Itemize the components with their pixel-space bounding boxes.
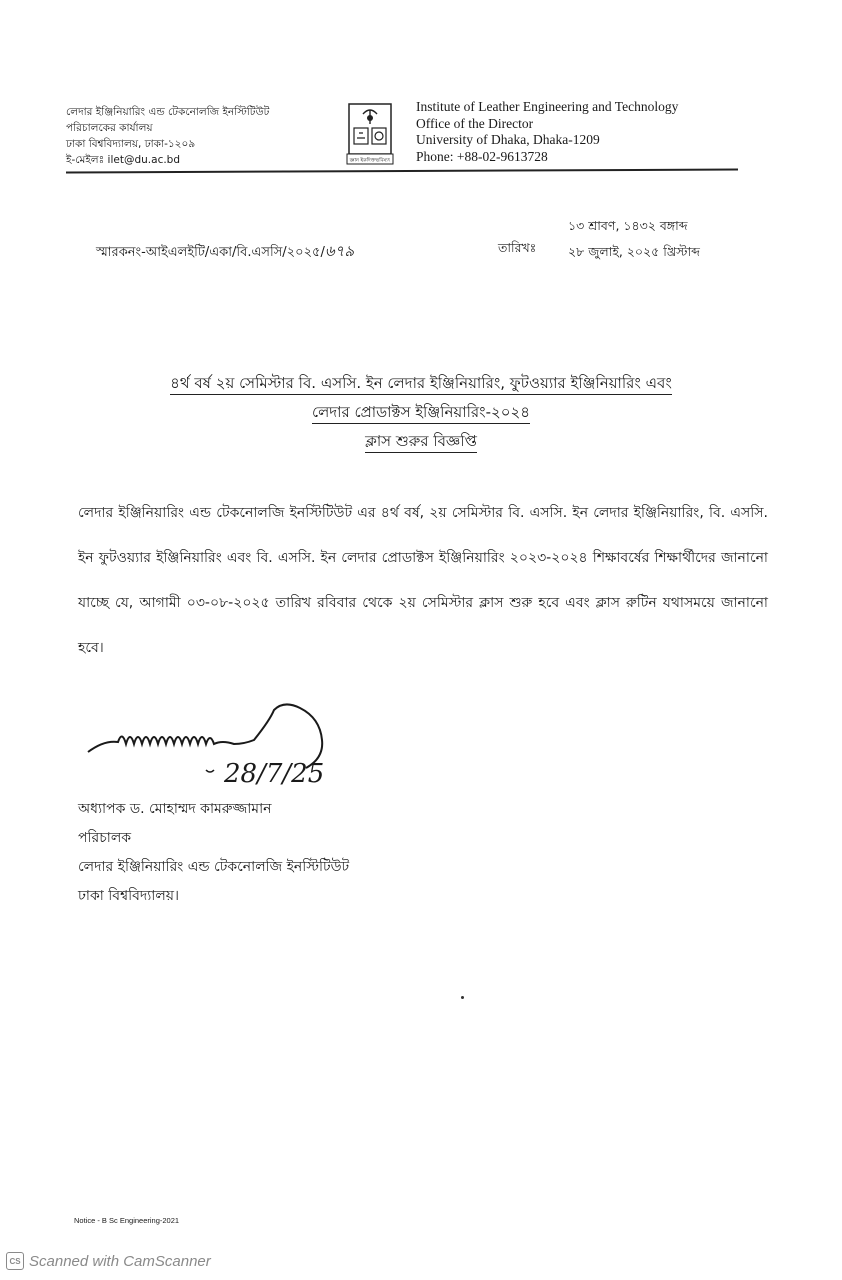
- camscanner-logo-icon: CS: [6, 1252, 24, 1270]
- notice-title-line-2: লেদার প্রোডাক্টস ইঞ্জিনিয়ারিং-২০২৪: [60, 401, 782, 426]
- header-en-line: Institute of Leather Engineering and Technology: [416, 99, 679, 114]
- memo-handwritten-number: ৬৭৯: [324, 242, 355, 260]
- university-logo-icon: [343, 102, 397, 166]
- header-en-line: University of Dhaka, Dhaka-1209: [416, 132, 600, 147]
- header-bn-line: লেদার ইঞ্জিনিয়ারিং এন্ড টেকনোলজি ইনস্টিটিউট: [66, 106, 270, 118]
- notice-body: লেদার ইঞ্জিনিয়ারিং এন্ড টেকনোলজি ইনস্টিটিউট এর ৪র্থ বর্ষ, ২য় সেমিস্টার বি. এসসি. ইন লেদার ইঞ্জিনিয়ারিং, বি. এসসি. ইন ফুটওয়্যার ইঞ্জিনিয়ারিং এবং বি. এসসি. ইন লেদার প্রোডাক্টস ইঞ্জিনিয়ারিং ২০২৩-২০২৪ শিক্ষাবর্ষের শিক্ষার্থীদের জানানো যাচ্ছে যে, আগামী ০৩-০৮-২০২৫ তারিখ রবিবার থেকে ২য় সেমিস্টার ক্লাস শুরু হবে এবং ক্লাস রুটিন যথাসময়ে জানানো হবে।: [78, 505, 768, 656]
- footer-note: Notice - B Sc Engineering-2021: [74, 1216, 180, 1225]
- date-english: ২৮ জুলাই, ২০২৫ খ্রিস্টাব্দ: [568, 244, 700, 259]
- signature-mark: [84, 700, 364, 795]
- date-label: তারিখঃ: [498, 240, 537, 255]
- camscanner-watermark: [6, 1250, 211, 1272]
- signature-date: 28/7/25: [224, 759, 325, 789]
- signatory-university: ঢাকা বিশ্ববিদ্যালয়।: [78, 888, 180, 904]
- header-en-line: Phone: +88-02-9613728: [416, 148, 548, 164]
- notice-title-line-3: ক্লাস শুরুর বিজ্ঞপ্তি: [60, 430, 782, 455]
- memo-prefix: স্মারকনং-আইএলইটি/একা/বি.এসসি/২০২৫/: [96, 245, 325, 260]
- header-bangla-block: [66, 104, 269, 168]
- signatory-designation: পরিচালক: [78, 830, 132, 846]
- header-en-line: Office of the Director: [416, 115, 534, 131]
- memo-number: [96, 240, 354, 265]
- signatory-name: অধ্যাপক ড. মোহাম্মদ কামরুজ্জামান: [78, 801, 272, 817]
- header-bn-line: ঢাকা বিশ্ববিদ্যালয়, ঢাকা-১২০৯: [66, 138, 196, 150]
- notice-title-line-1: ৪র্থ বর্ষ ২য় সেমিস্টার বি. এসসি. ইন লেদার ইঞ্জিনিয়ারিং, ফুটওয়্যার ইঞ্জিনিয়ারিং এবং: [60, 372, 782, 397]
- stray-dot: [461, 996, 464, 999]
- signatory-institute: লেদার ইঞ্জিনিয়ারিং এন্ড টেকনোলজি ইনস্টিটিউট: [78, 859, 350, 875]
- header-bn-line: পরিচালকের কার্যালয়: [66, 122, 153, 134]
- logo-caption: জ্ঞান ইকদিক্তভবিষ্যৎ: [349, 157, 391, 164]
- header-english-block: [416, 99, 678, 165]
- camscanner-text: Scanned with CamScanner: [29, 1252, 211, 1270]
- date-bangla: ১৩ শ্রাবণ, ১৪৩২ বঙ্গাব্দ: [568, 218, 688, 233]
- signatory-block: [78, 795, 349, 911]
- header-bn-line: ই-মেইলঃ ilet@du.ac.bd: [66, 154, 181, 166]
- header-divider: [66, 169, 738, 174]
